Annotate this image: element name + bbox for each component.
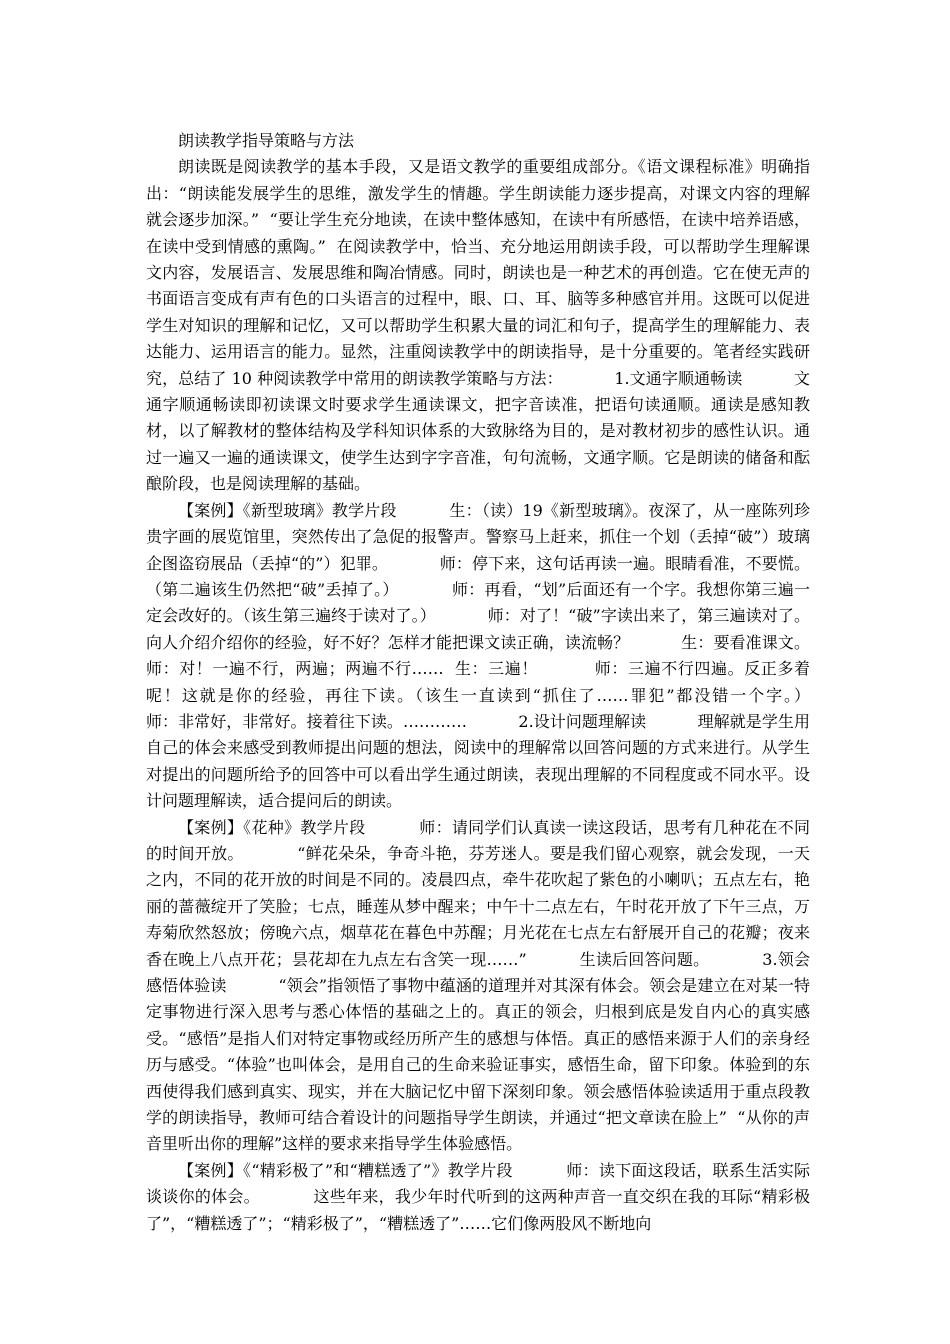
paragraph-case-new-glass: 【案例】《新型玻璃》教学片段 生：（读）19《新型玻璃》。夜深了，从一座陈列珍贵字画的展览馆里，突然传出了急促的报警声。警察马上赶来，抓住一个划（丢掉“破”）玻璃企图盗窃展品（丢掉“的”）犯罪。 师：停下来，这句话再读一遍。眼睛看准，不要慌。（第二遍该生仍然把“破”丢掉了。） 师：再看，“划”后面还有一个字。我想你第三遍一定会改好的。（该生第三遍终于读对了。） 师：对了！“破”字读出来了，第三遍读对了。向人介绍介绍你的经验，好不好？怎样才能把课文读正确，读流畅？ 生：要看准课文。 师：对！一遍不行，两遍；两遍不行…… 生：三遍！ 师：三遍不行四遍。反正多着呢！这就是你的经验，再往下读。（该生一直读到“抓住了……罪犯”都没错一个字。） 师：非常好，非常好。接着往下读。………… 2.设计问题理解读 理解就是学生用自己的体会来感受到教师提出问题的想法，阅读中的理解常以回答问题的方式来进行。从学生对提出的问题所给予的回答中可以看出学生通过朗读，表现出理解的不同程度或不同水平。设计问题理解读，适合提问后的朗读。 [146, 500, 861, 811]
paragraph-case-wonderful-terrible: 【案例】《“精彩极了”和“糟糕透了”》教学片段 师：读下面这段话，联系生活实际谈谈你的体会。 这些年来，我少年时代听到的这两种声音一直交织在我的耳际“精彩极了”，“糟糕透了”；“精彩极了”，“糟糕透了”……它们像两股风不断地向 [146, 1160, 810, 1233]
document-title: 朗读教学指导策略与方法 [178, 131, 355, 150]
paragraph-case-flower-seeds: 【案例】《花种》教学片段 师：请同学们认真读一读这段话，思考有几种花在不同的时间开放。 “鲜花朵朵，争奇斗艳，芬芳迷人。要是我们留心观察，就会发现，一天之内，不同的花开放的时间是不同的。凌晨四点，牵牛花吹起了紫色的小喇叭；五点左右，艳丽的蔷薇绽开了笑脸；七点，睡莲从梦中醒来；中午十二点左右，午时花开放了下午三点，万寿菊欣然怒放；傍晚六点，烟草花在暮色中苏醒；月光花在七点左右舒展开自己的花瓣；夜来香在晚上八点开花；昙花却在九点左右含笑一现……” 生读后回答问题。 3.领会感悟体验读 “领会”指领悟了事物中蕴涵的道理并对其深有体会。领会是建立在对某一特定事物进行深入思考与悉心体悟的基础之上的。真正的领会，归根到底是发自内心的真实感受。“感悟”是指人们对特定事物或经历所产生的感想与体悟。真正的感悟来源于人们的亲身经历与感受。“体验”也叫体会，是用自己的生命来验证事实，感悟生命，留下印象。体验到的东西使得我们感到真实、现实，并在大脑记忆中留下深刻印象。领会感悟体验读适用于重点段教学的朗读指导，教师可结合着设计的问题指导学生朗读，并通过“把文章读在脸上” “从你的声音里听出你的理解”这样的要求来指导学生体验感悟。 [146, 817, 810, 1154]
document-page [146, 128, 861, 1237]
paragraph-intro: 朗读既是阅读教学的基本手段，又是语文教学的重要组成部分。《语文课程标准》明确指出：“朗读能发展学生的思维，激发学生的情趣。学生朗读能力逐步提高，对课文内容的理解就会逐步加深。” “要让学生充分地读，在读中整体感知，在读中有所感悟，在读中培养语感，在读中受到情感的熏陶。” 在阅读教学中，恰当、充分地运用朗读手段，可以帮助学生理解课文内容，发展语言、发展思维和陶冶情感。同时，朗读也是一种艺术的再创造。它在使无声的书面语言变成有声有色的口头语言的过程中，眼、口、耳、脑等多种感官并用。这既可以促进学生对知识的理解和记忆，又可以帮助学生积累大量的词汇和句子，提高学生的理解能力、表达能力、运用语言的能力。显然，注重阅读教学中的朗读指导，是十分重要的。笔者经实践研究，总结了 10 种阅读教学中常用的朗读教学策略与方法： 1.文通字顺通畅读 文通字顺通畅读即初读课文时要求学生通读课文，把字音读准，把语句读通顺。通读是感知教材，以了解教材的整体结构及学科知识体系的大致脉络为目的，是对教材初步的感性认识。通过一遍又一遍的通读课文，使学生达到字字音准，句句流畅，文通字顺。它是朗读的储备和酝酿阶段，也是阅读理解的基础。 [146, 157, 810, 494]
